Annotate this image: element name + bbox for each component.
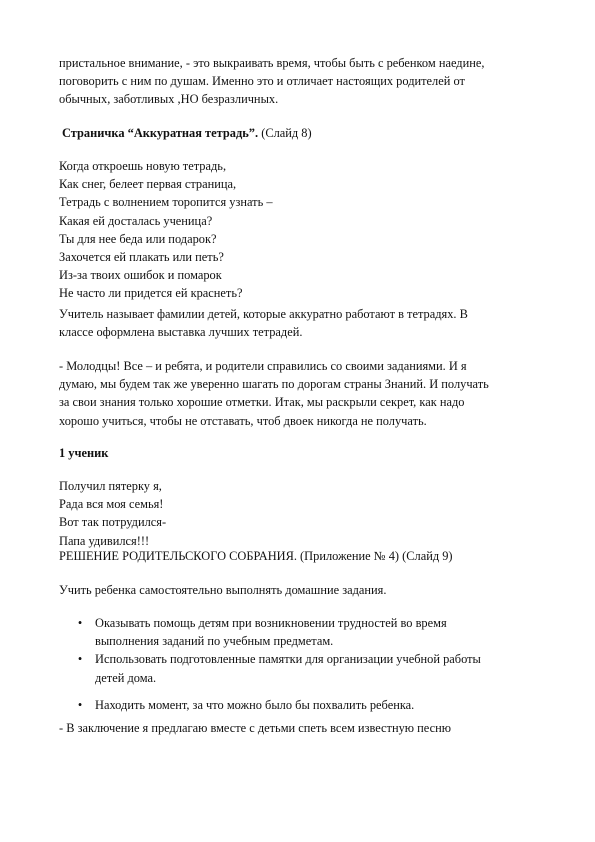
praise-line: думаю, мы будем так же уверенно шагать по дорогам страны Знаний. И получать xyxy=(59,377,489,392)
list-item-line: Использовать подготовленные памятки для организации учебной работы xyxy=(95,652,481,667)
notebook-heading-slide: (Слайд 8) xyxy=(261,126,312,140)
teacher-line: классе оформлена выставка лучших тетрадей. xyxy=(59,325,303,340)
praise-line: хорошо учиться, чтобы не отставать, чтоб двоек никогда не получать. xyxy=(59,413,427,428)
poem-line: Получил пятерку я, xyxy=(59,479,162,493)
bullet-icon: • xyxy=(77,652,83,667)
decision-intro: Учить ребенка самостоятельно выполнять домашние задания. xyxy=(59,583,387,597)
poem-line: Вот так потрудился- xyxy=(59,515,167,530)
poem-line: Какая ей досталась ученица? xyxy=(59,213,213,228)
poem-line: Из-за твоих ошибок и помарок xyxy=(59,268,222,283)
student-label: 1 ученик xyxy=(59,446,109,460)
poem-line: Как снег, белеет первая страница, xyxy=(59,177,237,192)
list-item xyxy=(59,650,549,686)
poem-line: Захочется ей плакать или петь? xyxy=(59,250,224,265)
intro-line: пристальное внимание, - это выкраивать время, чтобы быть с ребенком наедине, xyxy=(59,56,485,70)
teacher-paragraph xyxy=(59,305,549,341)
poem-line: Ты для нее беда или подарок? xyxy=(59,231,217,246)
intro-line: поговорить с ним по душам. Именно это и отличает настоящих родителей от xyxy=(59,74,465,89)
closing-paragraph: - В заключение я предлагаю вместе с детьми спеть всем известную песню xyxy=(59,721,451,735)
list-item-line: Находить момент, за что можно было бы похвалить ребенка. xyxy=(95,697,415,712)
poem-line: Когда откроешь новую тетрадь, xyxy=(59,159,227,173)
poem-student xyxy=(59,477,549,550)
bullet-icon: • xyxy=(77,616,83,630)
poem-line: Тетрадь с волнением торопится узнать – xyxy=(59,195,273,210)
praise-line: за свои знания только хорошие отметки. Итак, мы раскрыли секрет, как надо xyxy=(59,395,465,410)
teacher-line: Учитель называет фамилии детей, которые аккуратно работают в тетрадях. В xyxy=(59,307,468,321)
list-item-line: выполнения заданий по учебным предметам. xyxy=(95,634,334,649)
poem-line: Рада вся моя семья! xyxy=(59,497,164,512)
poem-notebook xyxy=(59,157,549,303)
praise-line: - Молодцы! Все – и ребята, и родители справились со своими заданиями. И я xyxy=(59,359,467,373)
list-item-line: Оказывать помощь детям при возникновении трудностей во время xyxy=(95,616,447,630)
decision-list xyxy=(59,614,549,714)
list-item-line: детей дома. xyxy=(95,670,157,685)
poem-line: Папа удивился!!! xyxy=(59,533,150,548)
notebook-heading xyxy=(62,124,552,142)
intro-line: обычных, заботливых ,НО безразличных. xyxy=(59,92,279,107)
intro-paragraph xyxy=(59,54,549,109)
decision-heading: РЕШЕНИЕ РОДИТЕЛЬСКОГО СОБРАНИЯ. (Приложение № 4) (Слайд 9) xyxy=(59,549,453,563)
list-item xyxy=(59,696,549,714)
praise-paragraph xyxy=(59,357,549,430)
bullet-icon: • xyxy=(77,697,83,712)
notebook-heading-title: Страничка “Аккуратная тетрадь”. xyxy=(62,126,259,140)
list-item xyxy=(59,614,549,650)
poem-line: Не часто ли придется ей краснеть? xyxy=(59,286,243,301)
